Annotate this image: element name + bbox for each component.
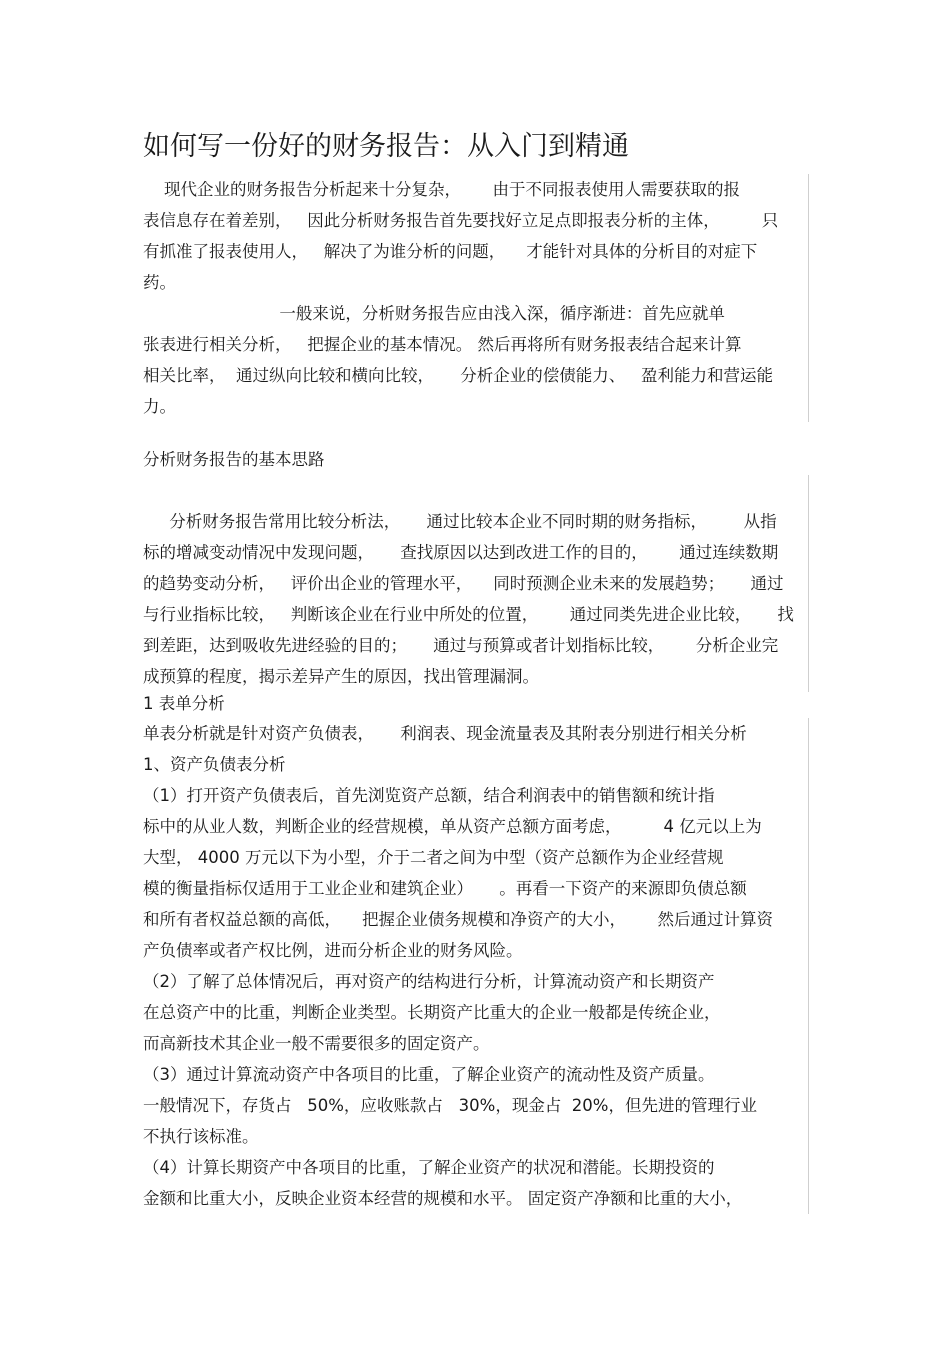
text-line: 有抓准了报表使用人， 解决了为谁分析的问题， 才能针对具体的分析目的对症下 xyxy=(143,242,758,261)
text-line: 与行业指标比较， 判断该企业在行业中所处的位置， 通过同类先进企业比较， 找 xyxy=(143,605,794,624)
text-line: 一般情况下，存货占 50%，应收账款占 30%，现金占 20%，但先进的管理行业 xyxy=(143,1096,757,1115)
text-line: 相关比率， 通过纵向比较和横向比较， 分析企业的偿债能力、 盈利能力和营运能 xyxy=(143,366,773,385)
basic-section xyxy=(143,475,809,692)
text-line: 张表进行相关分析， 把握企业的基本情况。 然后再将所有财务报表结合起来计算 xyxy=(143,335,742,354)
text-line: 单表分析就是针对资产负债表， 利润表、现金流量表及其附表分别进行相关分析 xyxy=(143,724,747,743)
intro-section xyxy=(143,174,809,422)
text-line: 标中的从业人数，判断企业的经营规模，单从资产总额方面考虑， 4 亿元以上为 xyxy=(143,817,762,836)
text-line: 大型， 4000 万元以下为小型，介于二者之间为中型（资产总额作为企业经营规 xyxy=(143,848,724,867)
text-line: 在总资产中的比重，判断企业类型。长期资产比重大的企业一般都是传统企业， xyxy=(143,1003,721,1022)
text-line: （1）打开资产负债表后，首先浏览资产总额，结合利润表中的销售额和统计指 xyxy=(143,786,715,805)
basic-heading: 分析财务报告的基本思路 xyxy=(143,450,325,469)
text-line: 标的增减变动情况中发现问题， 查找原因以达到改进工作的目的， 通过连续数期 xyxy=(143,543,779,562)
text-line: 表信息存在着差别， 因此分析财务报告首先要找好立足点即报表分析的主体， 只 xyxy=(143,211,779,230)
text-line: （4）计算长期资产中各项目的比重，了解企业资产的状况和潜能。长期投资的 xyxy=(143,1158,715,1177)
text-line: 到差距，达到吸收先进经验的目的； 通过与预算或者计划指标比较， 分析企业完 xyxy=(143,636,779,655)
section1-body xyxy=(143,718,809,1214)
text-line: （2）了解了总体情况后，再对资产的结构进行分析，计算流动资产和长期资产 xyxy=(143,972,715,991)
document-title: 如何写一份好的财务报告：从入门到精通 xyxy=(143,131,629,162)
text-line: 现代企业的财务报告分析起来十分复杂， 由于不同报表使用人需要获取的报 xyxy=(143,180,740,199)
subheading: 1、资产负债表分析 xyxy=(143,755,286,774)
text-line: 金额和比重大小，反映企业资本经营的规模和水平。 固定资产净额和比重的大小， xyxy=(143,1189,743,1208)
text-line: 的趋势变动分析， 评价出企业的管理水平， 同时预测企业未来的发展趋势； 通过 xyxy=(143,574,784,593)
text-line: 力。 xyxy=(143,397,176,416)
text-line: 产负债率或者产权比例，进而分析企业的财务风险。 xyxy=(143,941,523,960)
section1-heading: 1 表单分析 xyxy=(143,694,225,713)
text-line: 成预算的程度，揭示差异产生的原因，找出管理漏洞。 xyxy=(143,667,539,686)
text-line xyxy=(143,475,808,506)
text-line: 不执行该标准。 xyxy=(143,1127,259,1146)
text-line: 和所有者权益总额的高低， 把握企业债务规模和净资产的大小， 然后通过计算资 xyxy=(143,910,773,929)
text-line: 分析财务报告常用比较分析法， 通过比较本企业不同时期的财务指标， 从指 xyxy=(143,512,777,531)
text-line: 一般来说，分析财务报告应由浅入深，循序渐进：首先应就单 xyxy=(143,304,725,323)
text-line: 药。 xyxy=(143,273,176,292)
text-line: 而高新技术其企业一般不需要很多的固定资产。 xyxy=(143,1034,490,1053)
text-line: 模的衡量指标仅适用于工业企业和建筑企业） 。再看一下资产的来源即负债总额 xyxy=(143,879,747,898)
text-line: （3）通过计算流动资产中各项目的比重，了解企业资产的流动性及资产质量。 xyxy=(143,1065,715,1084)
